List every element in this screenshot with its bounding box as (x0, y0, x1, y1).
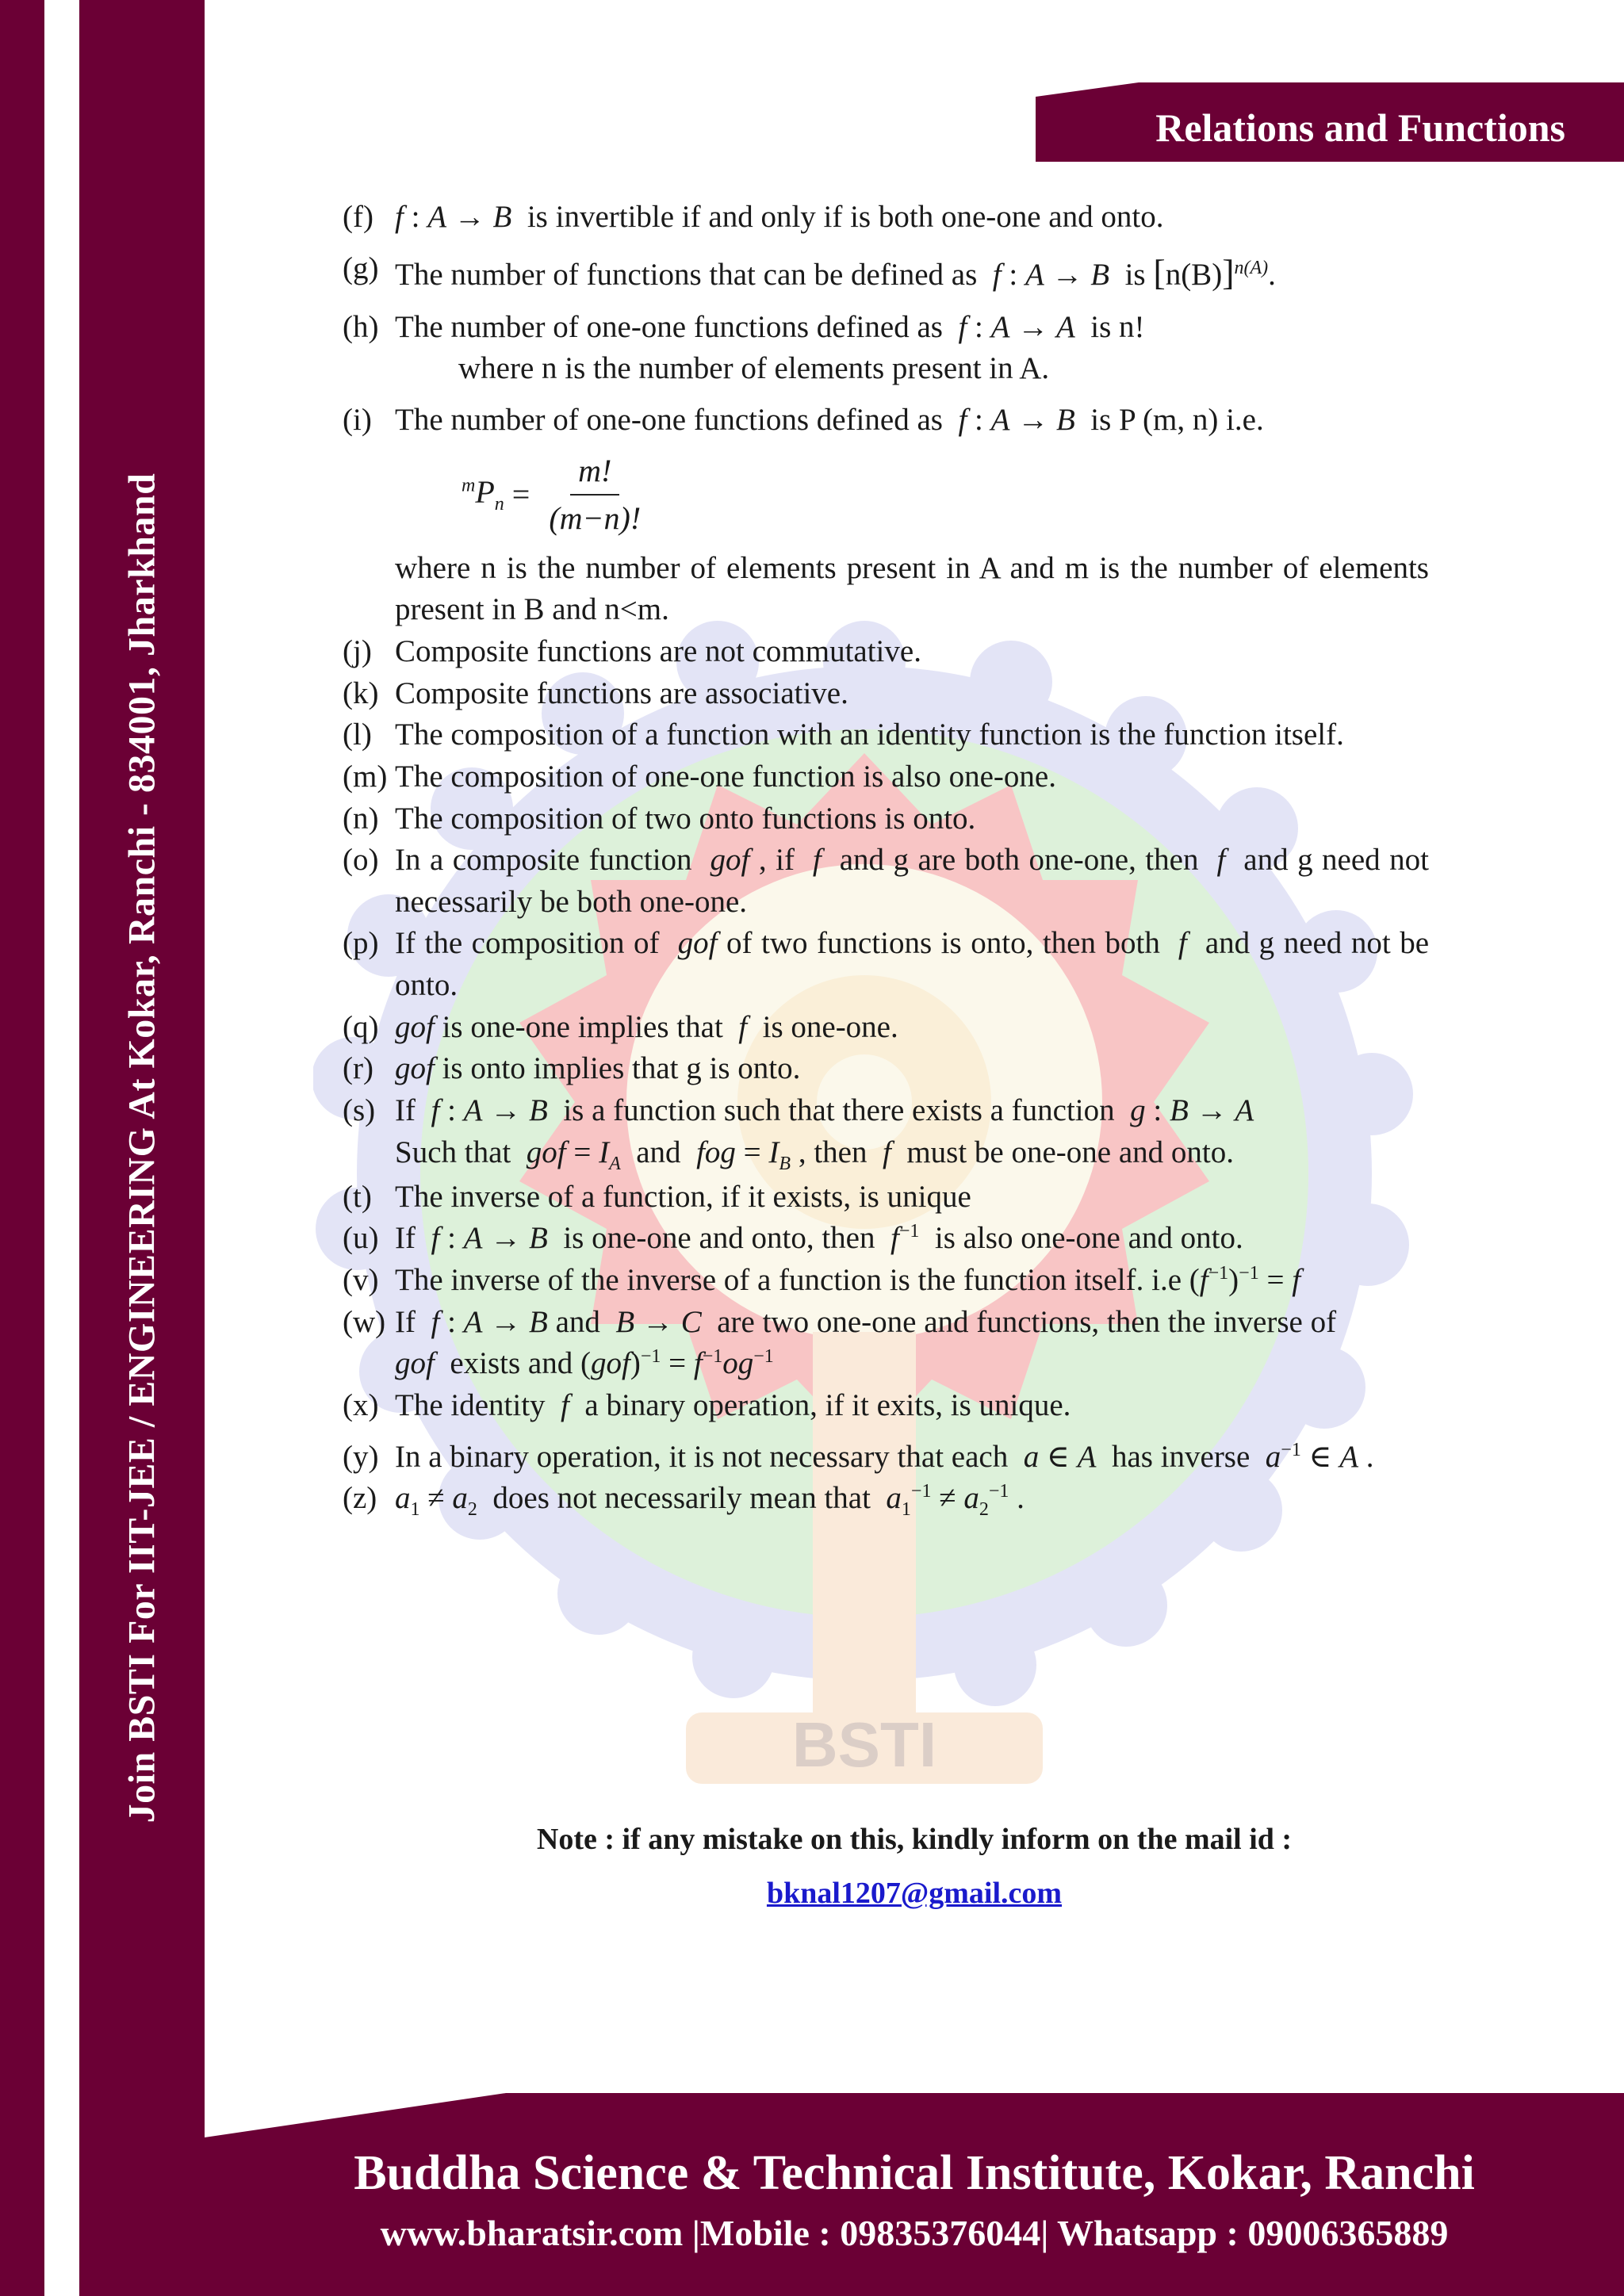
list-item-v: (v) The inverse of the inverse of a function is the function itself. i.e $(f^{-1})^{-1} = f$ (343, 1263, 1301, 1298)
side-banner-text: Join BSTI For IIT-JEE / ENGINEERING At Kokar, Ranchi - 834001, Jharkhand (121, 473, 163, 1823)
footer-institute-name: Buddha Science & Technical Institute, Kokar, Ranchi (354, 2146, 1475, 2200)
item-s-continuation: Such that gof = $I_A$ and fog = $I_B$ , then f must be one-one and onto. (395, 1135, 1234, 1174)
list-item-h: (h) The number of one-one functions defined as f : A → A is n! (343, 309, 1145, 344)
list-item-k: (k) Composite functions are associative. (343, 675, 848, 710)
list-item-f (343, 197, 1429, 239)
list-item-p: (p) If the composition of gof of two functions is onto, then both f and g need not be onto. (343, 926, 1430, 1003)
list-item-x: (x) The identity f a binary operation, if it exits, is unique. (343, 1388, 1071, 1423)
list-item-y: (y) In a binary operation, it is not necessary that each a ∈ A has inverse $a^{-1}$ ∈ A . (343, 1439, 1374, 1474)
item-i-continuation: where n is the number of elements present in A and m is the number of elements present in B and n<m. (395, 550, 1429, 627)
list-item-q: (q) gof is one-one implies that f is one-one. (343, 1009, 898, 1044)
list-item-n: (n) The composition of two onto functions is onto. (343, 801, 976, 836)
item-label: (f) (343, 200, 373, 234)
list-item-i: (i) The number of one-one functions defined as f : A → B is P (m, n) i.e. (343, 403, 1264, 438)
list-item-u: (u) If f : A → B is one-one and onto, then $f^{-1}$ is also one-one and onto. (343, 1221, 1243, 1256)
email-link[interactable]: bknal1207@gmail.com (766, 1877, 1063, 1910)
header-title: Relations and Functions (1155, 105, 1565, 150)
permutation-formula: $^mP_n$ = $\frac{m!}{(m-n)!}$ (343, 450, 1429, 540)
list-item-j: (j) Composite functions are not commutative. (343, 633, 921, 668)
left-edge-bar (0, 0, 44, 2296)
list-item-r: (r) gof is onto implies that g is onto. (343, 1051, 801, 1086)
watermark-text: BSTI (791, 1709, 937, 1780)
note-text: Note : if any mistake on this, kindly inform on the mail id : (536, 1823, 1293, 1856)
item-h-continuation: where n is the number of elements present in A. (458, 351, 1050, 386)
list-item-g: (g) The number of functions that can be defined as f : A → B is $[n(B)]^{n(A)}$. (343, 251, 1276, 293)
footer-contact-line: www.bharatsir.com |Mobile : 09835376044| Whatsapp : 09006365889 (380, 2213, 1449, 2253)
item-text: f : A → B is invertible if and only if is both one-one and onto. (395, 200, 1164, 234)
list-item-o: (o) In a composite function gof , if f and g are both one-one, then f and g need not necessarily be both one-one. (343, 843, 1429, 919)
list-item-t: (t) The inverse of a function, if it exists, is unique (343, 1179, 971, 1214)
list-item-m: (m) The composition of one-one function is also one-one. (343, 759, 1056, 794)
list-item-w: (w) If f : A → B and B → C are two one-one and functions, then the inverse of (343, 1304, 1337, 1339)
list-item-s: (s) If f : A → B is a function such that there exists a function g : B → A (343, 1093, 1254, 1127)
list-item-l: (l) The composition of a function with an identity function is the function itself. (343, 718, 1344, 752)
content-list (343, 197, 1429, 1522)
list-item-z: (z) $a_1 \ne a_2$ does not necessarily mean that $a_1^{-1} \ne a_2^{-1}$ . (343, 1481, 1025, 1521)
item-w-continuation: gof exists and $(gof)^{-1} = f^{-1}og^{-1}$ (395, 1346, 774, 1381)
